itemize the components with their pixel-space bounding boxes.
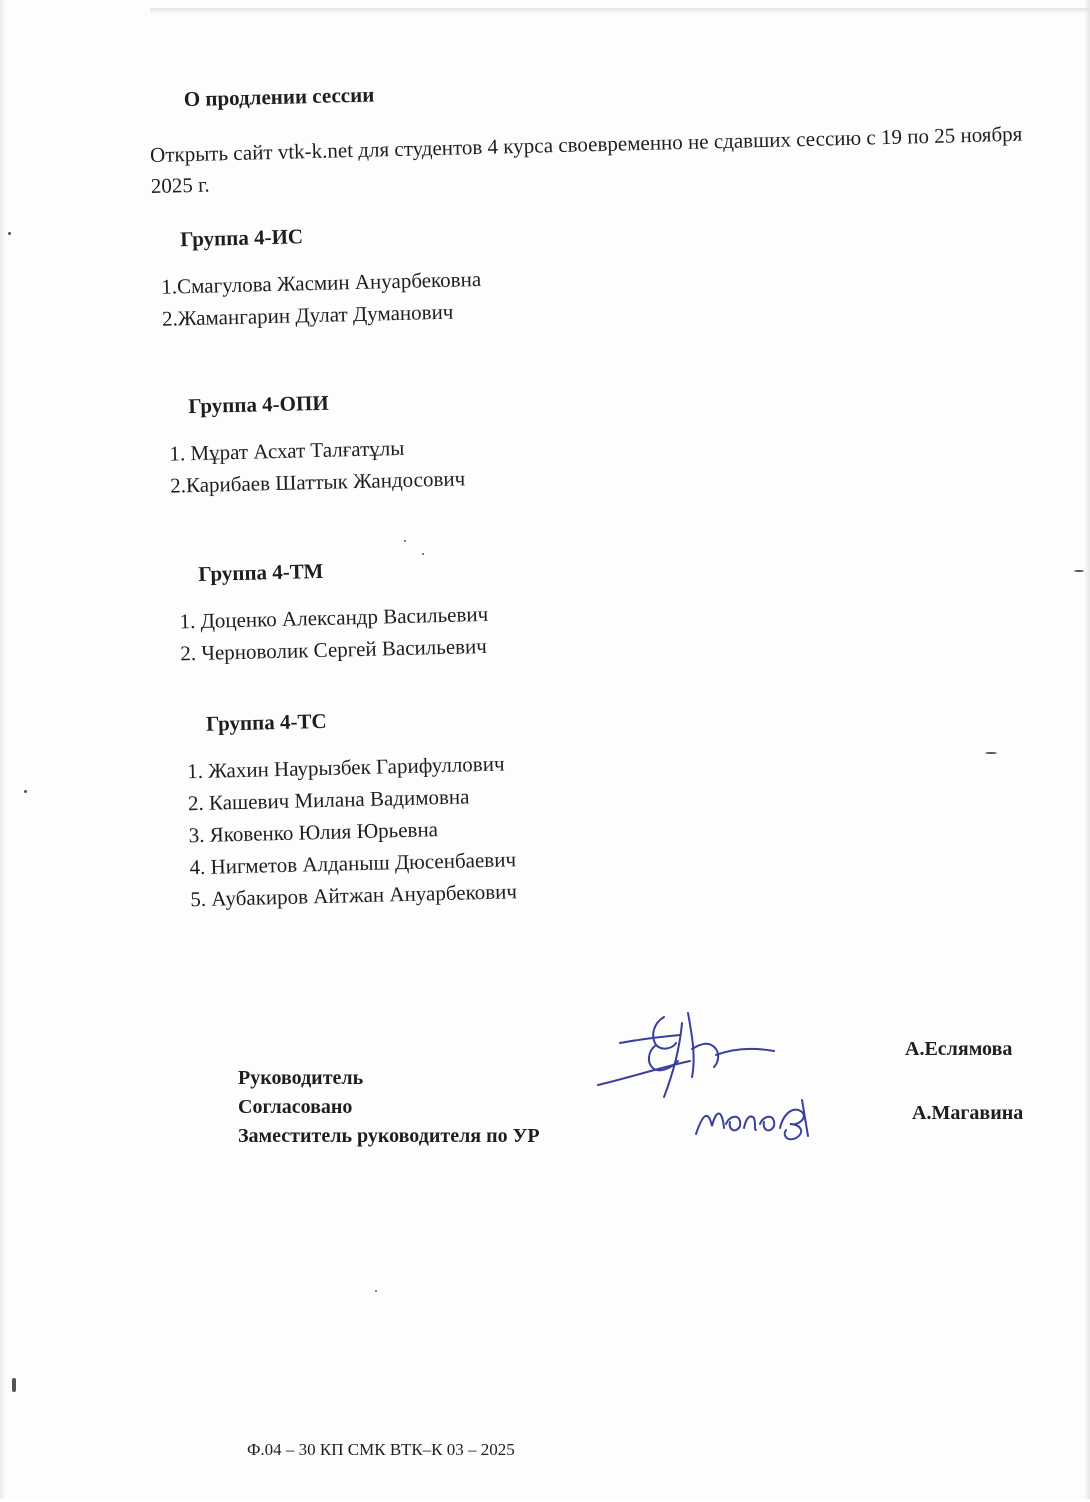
student-item: 1. Мұрат Асхат Талғатұлы [169, 435, 405, 466]
student-item: 2.Карибаев Шаттык Жандосович [169, 466, 466, 498]
student-item: 4. Нигметов Алданыш Дюсенбаевич [189, 847, 517, 880]
group-title: Группа 4-ТС [205, 708, 327, 736]
signature-labels [238, 1064, 540, 1151]
document-title: О продлении сессии [183, 82, 375, 112]
group-title: Группа 4-ИС [179, 224, 304, 252]
student-item: 1. Доценко Александр Васильевич [179, 601, 489, 634]
group-title: Группа 4-ТМ [198, 558, 324, 586]
student-item: 2. Кашевич Милана Вадимовна [187, 784, 470, 816]
deputy-name: А.Магавина [912, 1102, 1024, 1124]
head-label: Руководитель [238, 1067, 364, 1089]
group-4-is [160, 220, 482, 335]
group-4-opi [168, 387, 466, 501]
head-signature-image [592, 1005, 792, 1100]
head-name: А.Еслямова [905, 1038, 1013, 1060]
scan-speck [12, 1378, 16, 1392]
document-footer-code: Ф.04 – 30 КП СМК ВТК–К 03 – 2025 [247, 1440, 515, 1459]
student-item: 3. Яковенко Юлия Юрьевна [188, 817, 439, 848]
agreed-label: Согласовано [238, 1096, 353, 1118]
student-item: 5. Аубакиров Айтжан Ануарбекович [190, 879, 518, 912]
group-4-ts [186, 704, 518, 915]
student-item: 2.Жамангарин Дулат Думанович [161, 299, 454, 331]
student-item: 2. Черноволик Сергей Васильевич [180, 633, 488, 666]
deputy-signature-image [690, 1096, 820, 1144]
intro-paragraph: Открыть сайт vtk-k.net для студентов 4 курса своевременно не сдавших сессию с 19 по 25 ноября 2025 г. [149, 121, 1023, 198]
deputy-label: Заместитель руководителя по УР [238, 1125, 540, 1147]
group-title: Группа 4-ОПИ [187, 390, 329, 419]
group-4-tm [178, 555, 489, 670]
student-item: 1. Жахин Наурызбек Гарифуллович [186, 751, 505, 784]
student-item: 1.Смагулова Жасмин Ануарбековна [161, 266, 482, 299]
